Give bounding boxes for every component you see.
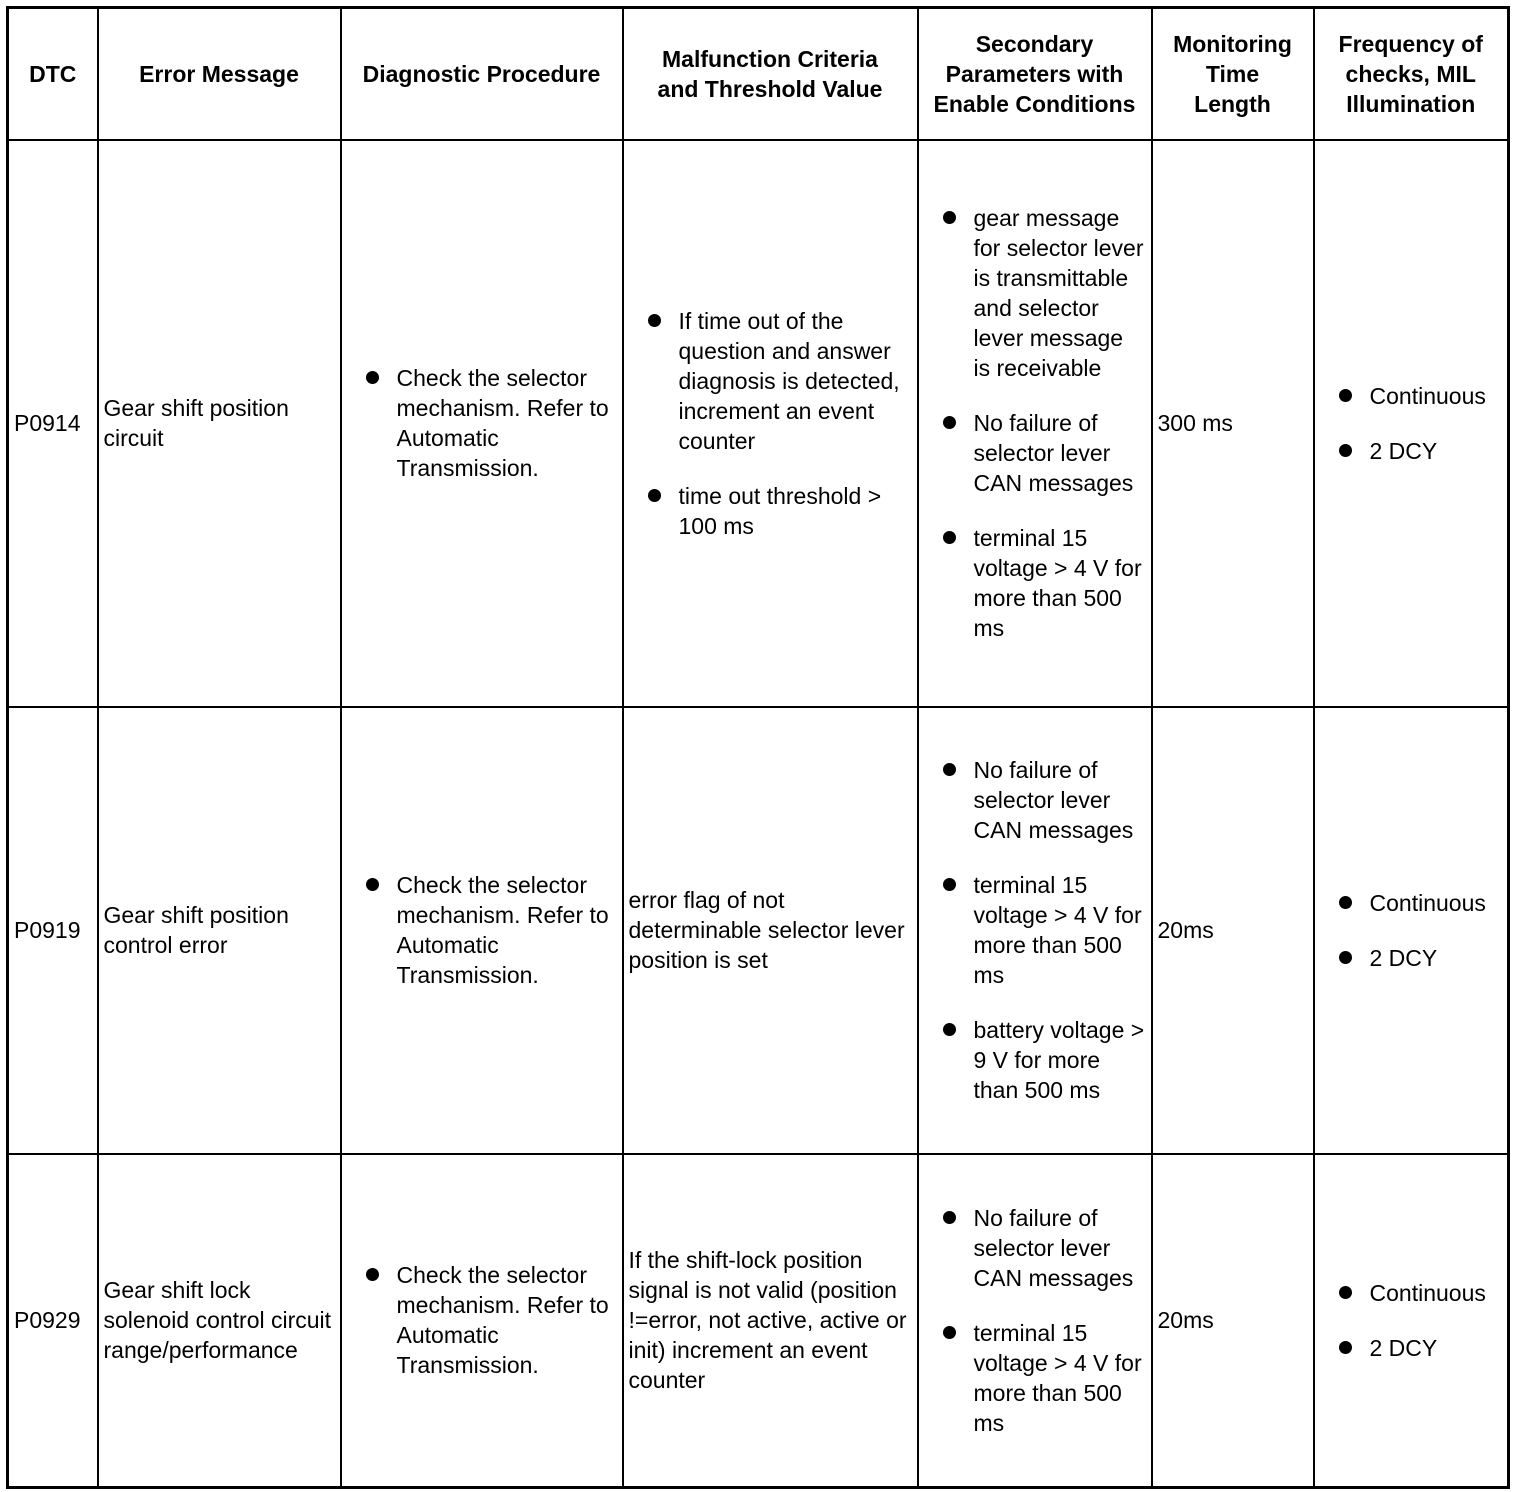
- header-row: [8, 8, 1509, 140]
- header-error-message: Error Message: [98, 8, 341, 140]
- secondary-parameters-list: [924, 203, 1146, 643]
- secondary-parameters-list: [924, 755, 1146, 1105]
- malfunction-criteria-cell: [623, 707, 918, 1154]
- table-row: [8, 707, 1509, 1154]
- malfunction-criteria-cell: [623, 140, 918, 707]
- secondary-parameter-item: terminal 15 voltage > 4 V for more than 500 ms: [924, 523, 1146, 643]
- header-malfunction-criteria: Malfunction Criteria and Threshold Value: [623, 8, 918, 140]
- table-row: [8, 1154, 1509, 1488]
- dtc-code: P0919: [14, 917, 81, 943]
- secondary-parameter-item: battery voltage > 9 V for more than 500 ms: [924, 1015, 1146, 1105]
- dtc-code: P0914: [14, 410, 81, 436]
- secondary-parameters-list: [924, 1203, 1146, 1438]
- frequency-item: Continuous: [1320, 1278, 1503, 1308]
- frequency-cell: [1314, 1154, 1509, 1488]
- frequency-list: [1320, 1278, 1503, 1363]
- frequency-list: [1320, 888, 1503, 973]
- diagnostic-procedure-list: [347, 870, 617, 990]
- secondary-parameter-item: terminal 15 voltage > 4 V for more than 500 ms: [924, 1318, 1146, 1438]
- secondary-parameter-item: No failure of selector lever CAN messages: [924, 755, 1146, 845]
- dtc-code-cell: [8, 707, 98, 1154]
- header-frequency: Frequency of checks, MIL Illumination: [1314, 8, 1509, 140]
- secondary-parameters-cell: [918, 140, 1152, 707]
- header-diagnostic-procedure: Diagnostic Procedure: [341, 8, 623, 140]
- frequency-cell: [1314, 707, 1509, 1154]
- frequency-cell: [1314, 140, 1509, 707]
- secondary-parameters-cell: [918, 1154, 1152, 1488]
- diagnostic-procedure-list: [347, 363, 617, 483]
- secondary-parameter-item: No failure of selector lever CAN messages: [924, 408, 1146, 498]
- secondary-parameter-item: No failure of selector lever CAN messages: [924, 1203, 1146, 1293]
- diagnostic-procedure-item: Check the selector mechanism. Refer to Automatic Transmission.: [347, 870, 617, 990]
- malfunction-criteria-item: If time out of the question and answer diagnosis is detected, increment an event counter: [629, 306, 912, 456]
- malfunction-criteria-item: time out threshold > 100 ms: [629, 481, 912, 541]
- error-message: Gear shift position circuit: [103, 395, 289, 451]
- diagnostic-procedure-cell: [341, 707, 623, 1154]
- secondary-parameter-item: terminal 15 voltage > 4 V for more than 500 ms: [924, 870, 1146, 990]
- header-monitoring-time: Monitoring Time Length: [1152, 8, 1314, 140]
- monitoring-time: 20ms: [1157, 1307, 1214, 1334]
- frequency-item: 2 DCY: [1320, 1333, 1503, 1363]
- frequency-item: 2 DCY: [1320, 436, 1503, 466]
- monitoring-time: 300 ms: [1157, 410, 1233, 436]
- malfunction-criteria-cell: [623, 1154, 918, 1488]
- diagnostic-procedure-item: Check the selector mechanism. Refer to Automatic Transmission.: [347, 1260, 617, 1380]
- malfunction-criteria-list: [629, 306, 912, 541]
- dtc-code: P0929: [14, 1307, 81, 1334]
- monitoring-time-cell: [1152, 1154, 1314, 1488]
- error-message: Gear shift position control error: [103, 902, 289, 958]
- frequency-list: [1320, 381, 1503, 466]
- header-secondary-parameters: Secondary Parameters with Enable Conditions: [918, 8, 1152, 140]
- error-message: Gear shift lock solenoid control circuit range/performance: [103, 1277, 332, 1364]
- diagnostic-procedure-item: Check the selector mechanism. Refer to Automatic Transmission.: [347, 363, 617, 483]
- dtc-table: [6, 6, 1510, 1489]
- dtc-code-cell: [8, 140, 98, 707]
- header-dtc: DTC: [8, 8, 98, 140]
- monitoring-time: 20ms: [1157, 917, 1214, 943]
- table-body: [8, 140, 1509, 1488]
- secondary-parameters-cell: [918, 707, 1152, 1154]
- error-message-cell: [98, 140, 341, 707]
- error-message-cell: [98, 1154, 341, 1488]
- dtc-code-cell: [8, 1154, 98, 1488]
- diagnostic-procedure-list: [347, 1260, 617, 1380]
- table-row: [8, 140, 1509, 707]
- error-message-cell: [98, 707, 341, 1154]
- monitoring-time-cell: [1152, 707, 1314, 1154]
- monitoring-time-cell: [1152, 140, 1314, 707]
- diagnostic-procedure-cell: [341, 140, 623, 707]
- malfunction-criteria-text: If the shift-lock position signal is not valid (position !=error, not active, active or init) increment an event counter: [628, 1247, 907, 1394]
- diagnostic-procedure-cell: [341, 1154, 623, 1488]
- frequency-item: 2 DCY: [1320, 943, 1503, 973]
- frequency-item: Continuous: [1320, 381, 1503, 411]
- malfunction-criteria-text: error flag of not determinable selector lever position is set: [628, 887, 905, 973]
- secondary-parameter-item: gear message for selector lever is transmittable and selector lever message is receivable: [924, 203, 1146, 383]
- frequency-item: Continuous: [1320, 888, 1503, 918]
